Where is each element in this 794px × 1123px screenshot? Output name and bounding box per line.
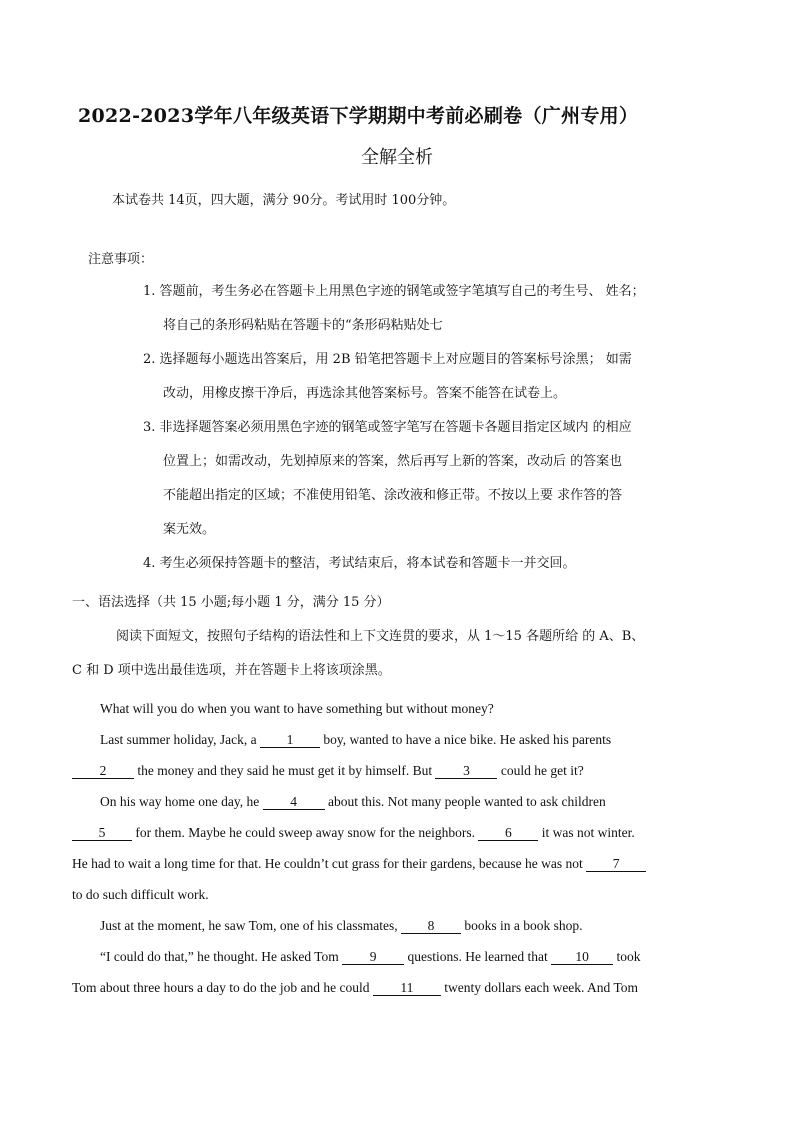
blank-3: 3 [435, 764, 497, 779]
notice-line: 将自己的条形码粘贴在答题卡的“条形码粘贴处七 [163, 318, 443, 333]
notice-heading: 注意事项： [88, 252, 154, 267]
notice-line: 案无效。 [163, 522, 216, 537]
page-title: 2022-2023学年八年级英语下学期期中考前必刷卷（广州专用） [78, 105, 639, 127]
notice-line: 位置上；如需改动，先划掉原来的答案，然后再写上新的答案，改动后 的答案也 [163, 454, 623, 469]
blank-4: 4 [263, 795, 325, 810]
notice-line: 4. 考生必须保持答题卡的整洁，考试结束后，将本试卷和答题卡一并交回。 [143, 556, 576, 571]
blank-5: 5 [72, 826, 132, 841]
blank-2: 2 [72, 764, 134, 779]
exam-intro: 本试卷共 14页，四大题，满分 90分。考试用时 100分钟。 [112, 193, 456, 208]
page-subtitle: 全解全析 [361, 147, 433, 168]
blank-10: 10 [551, 950, 613, 965]
passage-line: Last summer holiday, Jack, a 1 boy, wanted to have a nice bike. He asked his parents [100, 732, 612, 747]
passage-line: What will you do when you want to have something but without money? [100, 701, 494, 716]
blank-8: 8 [401, 919, 461, 934]
notice-line: 2. 选择题每小题选出答案后，用 2B 铅笔把答题卡上对应题目的答案标号涂黑； 如需 [143, 352, 632, 367]
section-heading: 一、语法选择（共 15 小题;每小题 1 分，满分 15 分） [72, 595, 390, 610]
blank-6: 6 [478, 826, 538, 841]
blank-11: 11 [373, 981, 441, 996]
passage-line: Tom about three hours a day to do the job and he could 11 twenty dollars each week. And Tom [72, 980, 638, 995]
passage-line: 2 the money and they said he must get it by himself. But 3 could he get it? [72, 762, 584, 780]
notice-line: 不能超出指定的区域；不准使用铅笔、涂改液和修正带。不按以上要 求作答的答 [163, 488, 623, 503]
passage-line: On his way home one day, he 4 about this. Not many people wanted to ask children [100, 794, 606, 809]
blank-9: 9 [342, 950, 404, 965]
passage-line: He had to wait a long time for that. He couldn’t cut grass for their gardens, because he was not 7 [72, 855, 646, 873]
notice-line: 3. 非选择题答案必须用黑色字迹的钢笔或签字笔写在答题卡各题目指定区域内 的相应 [143, 420, 632, 435]
section-instruction: 阅读下面短文，按照句子结构的语法性和上下文连贯的要求，从 1～15 各题所给 的 A、B、 [116, 629, 645, 644]
blank-1: 1 [260, 733, 320, 748]
blank-7: 7 [586, 857, 646, 872]
passage-line: 5 for them. Maybe he could sweep away snow for the neighbors. 6 it was not winter. [72, 824, 635, 842]
notice-line: 1. 答题前，考生务必在答题卡上用黑色字迹的钢笔或签字笔填写自己的考生号、 姓名； [143, 284, 645, 299]
notice-line: 改动，用橡皮擦干净后，再选涂其他答案标号。答案不能答在试卷上。 [163, 386, 567, 401]
passage-line: to do such difficult work. [72, 887, 209, 902]
passage-line: “I could do that,” he thought. He asked Tom 9 questions. He learned that 10 took [100, 949, 641, 964]
passage-line: Just at the moment, he saw Tom, one of his classmates, 8 books in a book shop. [100, 918, 583, 933]
section-instruction: C 和 D 项中选出最佳选项，并在答题卡上将该项涂黑。 [72, 663, 391, 678]
